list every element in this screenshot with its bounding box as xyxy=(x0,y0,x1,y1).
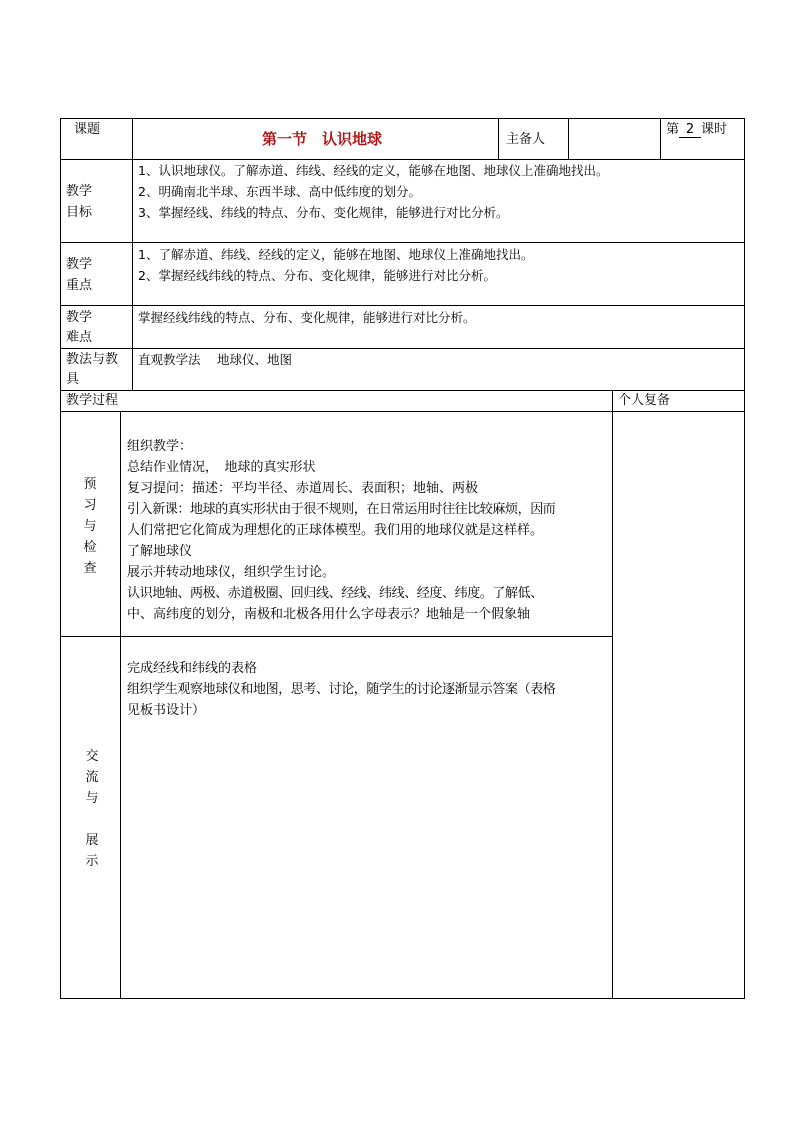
methods-label-line1: 教法与教 xyxy=(66,352,119,367)
table-border-right xyxy=(744,118,745,999)
row-divider-preview xyxy=(60,636,612,637)
goals-label-line2: 目标 xyxy=(66,205,93,220)
preview-line: 人们常把它化简成为理想化的正球体模型。我们用的地球仪就是这样样。 xyxy=(127,523,544,538)
keypoint-item: 2、掌握经线纬线的特点、分布、变化规律，能够进行对比分析。 xyxy=(138,268,496,283)
goal-item: 1、认识地球仪。了解赤道、纬线、经线的定义，能够在地图、地球仪上准确地找出。 xyxy=(138,163,609,178)
preview-line: 展示并转动地球仪，组织学生讨论。 xyxy=(127,565,336,580)
process-label-divider xyxy=(120,411,121,999)
table-border-top xyxy=(60,118,745,119)
preview-line: 复习提问：描述：平均半径、赤道周长、表面积；地轴、两极 xyxy=(127,481,479,496)
period-field xyxy=(666,119,727,140)
preview-line: 组织教学： xyxy=(127,439,193,454)
preview-label-char: 查 xyxy=(83,561,97,576)
exchange-label-char: 与 xyxy=(85,791,99,806)
preview-line: 了解地球仪 xyxy=(127,544,193,559)
preview-line: 中、高纬度的划分，南极和北极各用什么字母表示？地轴是一个假象轴 xyxy=(127,607,531,622)
table-border-bottom xyxy=(60,998,745,999)
difficulties-label-line2: 难点 xyxy=(66,330,93,345)
table-border-left xyxy=(60,118,61,999)
preparer-label: 主备人 xyxy=(506,132,546,147)
exchange-line: 完成经线和纬线的表格 xyxy=(127,661,258,676)
row-divider-goals xyxy=(60,242,745,243)
period-prefix: 第 xyxy=(666,122,680,137)
row-divider-process xyxy=(60,411,745,412)
difficulties-text: 掌握经线纬线的特点、分布、变化规律，能够进行对比分析。 xyxy=(138,310,476,325)
preview-line: 认识地轴、两极、赤道极圈、回归线、经线、纬线、经度、纬度。了解低、 xyxy=(127,586,543,601)
keypoint-item: 1、了解赤道、纬线、经线的定义，能够在地图、地球仪上准确地找出。 xyxy=(138,247,534,262)
preparer-value-divider xyxy=(568,118,569,160)
preview-label-char: 与 xyxy=(83,519,97,534)
notes-label: 个人复备 xyxy=(618,393,671,408)
keypoints-label-line2: 重点 xyxy=(66,278,93,293)
lesson-title: 第一节 认识地球 xyxy=(262,130,383,148)
preview-label-char: 检 xyxy=(83,540,97,555)
exchange-label-char: 示 xyxy=(85,854,99,869)
preview-label-char: 预 xyxy=(83,477,97,492)
period-divider xyxy=(660,118,661,160)
exchange-label-char: 流 xyxy=(85,770,99,785)
exchange-label-char: 交 xyxy=(85,749,99,764)
period-suffix: 课时 xyxy=(701,122,728,137)
period-number[interactable]: 2 xyxy=(679,122,701,138)
difficulties-label-line1: 教学 xyxy=(66,310,93,325)
preview-line: 总结作业情况， 地球的真实形状 xyxy=(127,460,316,475)
preview-label-char: 习 xyxy=(83,498,97,513)
label-column-divider xyxy=(132,118,133,391)
goals-label-line1: 教学 xyxy=(66,184,93,199)
row-divider-keypoints xyxy=(60,305,745,306)
methods-label-line2: 具 xyxy=(66,372,80,387)
exchange-line: 见板书设计） xyxy=(127,703,206,718)
preview-line: 引入新课：地球的真实形状由于很不规则，在日常运用时往往比较麻烦，因而 xyxy=(127,502,556,517)
goal-item: 3、掌握经线、纬线的特点、分布、变化规律，能够进行对比分析。 xyxy=(138,205,509,220)
keypoints-label-line1: 教学 xyxy=(66,257,93,272)
notes-column-divider xyxy=(612,390,613,999)
title-preparer-divider xyxy=(498,118,499,160)
process-label: 教学过程 xyxy=(66,393,119,408)
exchange-label-char: 展 xyxy=(85,833,99,848)
course-label: 课题 xyxy=(74,122,101,137)
goal-item: 2、明确南北半球、东西半球、高中低纬度的划分。 xyxy=(138,184,421,199)
methods-text: 直观教学法 地球仪、地图 xyxy=(138,352,292,367)
exchange-line: 组织学生观察地球仪和地图，思考、讨论，随学生的讨论逐渐显示答案（表格 xyxy=(127,682,556,697)
